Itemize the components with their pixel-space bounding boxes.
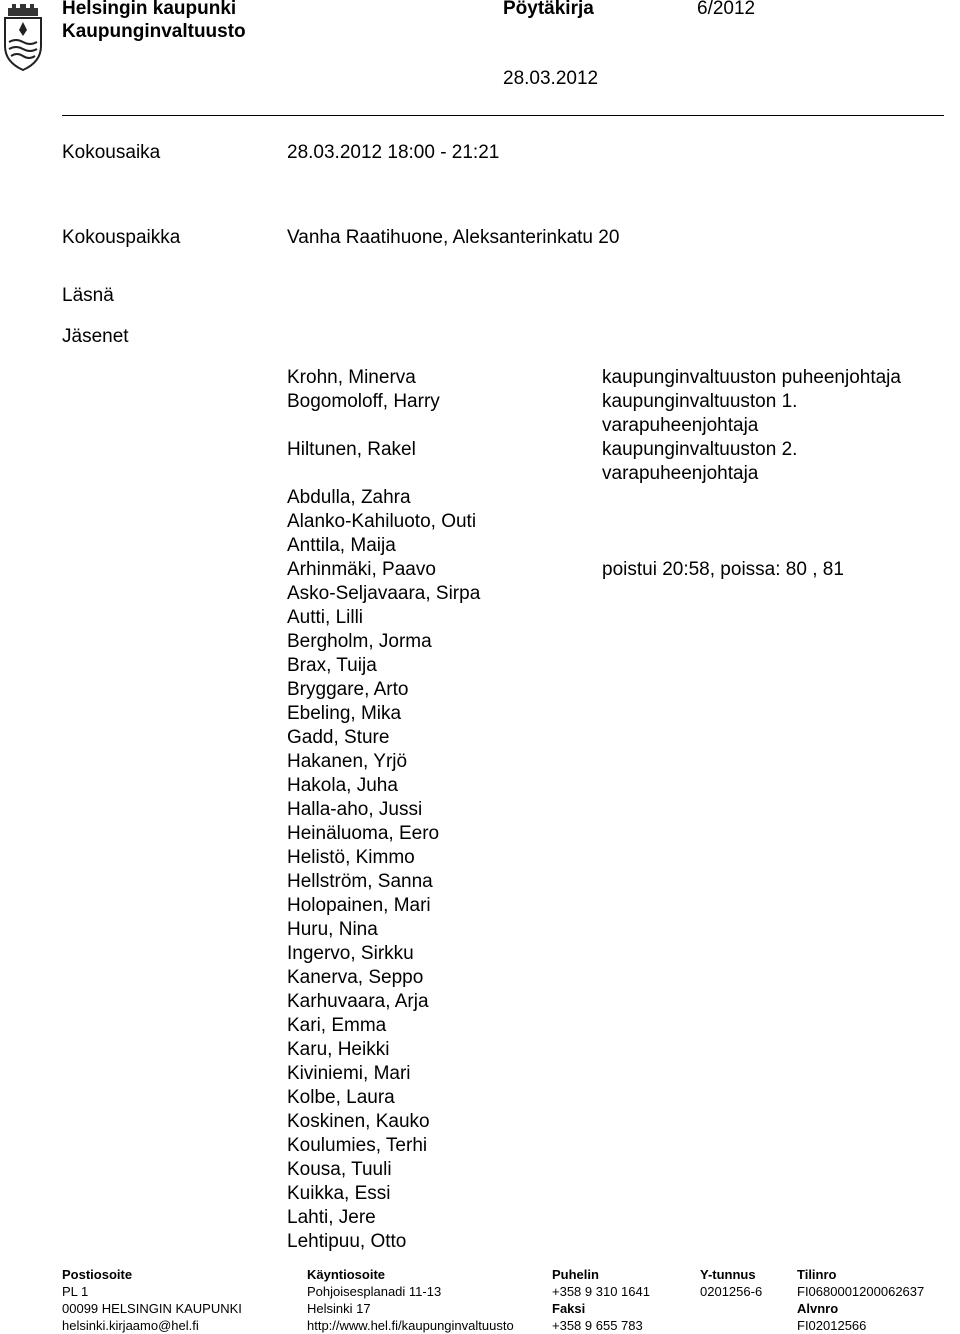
footer-visit-line: Helsinki 17 — [307, 1301, 371, 1316]
member-name: Kiviniemi, Mari — [287, 1063, 411, 1084]
footer-business-id — [700, 1266, 762, 1300]
footer-account-title: Tilinro — [797, 1267, 837, 1282]
member-name: Brax, Tuija — [287, 655, 377, 676]
footer-visit — [307, 1266, 514, 1334]
member-name: Gadd, Sture — [287, 727, 390, 748]
member-name: Abdulla, Zahra — [287, 487, 411, 508]
member-name: Hellström, Sanna — [287, 871, 433, 892]
document-number: 6/2012 — [697, 0, 756, 19]
body-name: Kaupunginvaltuusto — [62, 21, 246, 42]
member-name: Huru, Nina — [287, 919, 378, 940]
member-name: Kolbe, Laura — [287, 1087, 395, 1108]
member-name: Lehtipuu, Otto — [287, 1231, 407, 1252]
member-list — [287, 486, 480, 1254]
footer-phone-value: +358 9 310 1641 — [552, 1284, 650, 1299]
officer-name: Hiltunen, Rakel — [287, 439, 416, 460]
header-date: 28.03.2012 — [503, 68, 599, 89]
member-name: Arhinmäki, Paavo — [287, 559, 436, 580]
org-name: Helsingin kaupunki — [62, 0, 237, 19]
footer-fax-title: Faksi — [552, 1301, 586, 1316]
member-name: Bergholm, Jorma — [287, 631, 432, 652]
footer-postal — [62, 1266, 242, 1334]
footer-business-id-title: Y-tunnus — [700, 1267, 756, 1282]
meeting-place-label: Kokouspaikka — [62, 227, 181, 248]
footer-email[interactable]: helsinki.kirjaamo@hel.fi — [62, 1318, 199, 1333]
footer-visit-line: Pohjoisesplanadi 11-13 — [307, 1284, 442, 1299]
footer-business-id-value: 0201256-6 — [700, 1284, 763, 1299]
member-name: Ingervo, Sirkku — [287, 943, 414, 964]
member-name: Ebeling, Mika — [287, 703, 402, 724]
member-name: Kuikka, Essi — [287, 1183, 391, 1204]
footer-account-value: FI0680001200062637 — [797, 1284, 925, 1299]
officer-name: Bogomoloff, Harry — [287, 391, 440, 412]
officer-name: Krohn, Minerva — [287, 367, 416, 388]
officer-role: kaupunginvaltuuston 2. varapuheenjohtaja — [602, 439, 798, 484]
meeting-time-value: 28.03.2012 18:00 - 21:21 — [287, 142, 500, 163]
footer-phone — [552, 1266, 650, 1334]
member-name: Karhuvaara, Arja — [287, 991, 429, 1012]
footer-account — [797, 1266, 924, 1334]
footer-vat-title: Alvnro — [797, 1301, 839, 1316]
footer-website-link[interactable]: http://www.hel.fi/kaupunginvaltuusto — [307, 1318, 514, 1333]
officer-role: kaupunginvaltuuston puheenjohtaja — [602, 367, 901, 388]
header-divider — [62, 115, 944, 116]
meeting-time-label: Kokousaika — [62, 142, 161, 163]
member-name: Heinäluoma, Eero — [287, 823, 440, 844]
member-name: Kousa, Tuuli — [287, 1159, 392, 1180]
present-label: Läsnä — [62, 285, 114, 306]
footer-postal-line: PL 1 — [62, 1284, 89, 1299]
footer-fax-value: +358 9 655 783 — [552, 1318, 643, 1333]
member-name: Alanko-Kahiluoto, Outi — [287, 511, 477, 532]
member-name: Koulumies, Terhi — [287, 1135, 428, 1156]
document-type: Pöytäkirja — [503, 0, 594, 19]
footer-visit-title: Käyntiosoite — [307, 1267, 386, 1282]
member-name: Helistö, Kimmo — [287, 847, 415, 868]
members-label: Jäsenet — [62, 326, 129, 347]
member-name: Koskinen, Kauko — [287, 1111, 430, 1132]
member-name: Bryggare, Arto — [287, 679, 409, 700]
member-name: Kanerva, Seppo — [287, 967, 424, 988]
member-name: Kari, Emma — [287, 1015, 387, 1036]
member-name: Asko-Seljavaara, Sirpa — [287, 583, 481, 604]
member-name: Hakola, Juha — [287, 775, 398, 796]
helsinki-crest-icon — [2, 2, 44, 72]
footer-postal-line: 00099 HELSINGIN KAUPUNKI — [62, 1301, 242, 1316]
member-name: Anttila, Maija — [287, 535, 396, 556]
attendance-note: poistui 20:58, poissa: 80 , 81 — [602, 559, 844, 580]
footer-phone-title: Puhelin — [552, 1267, 599, 1282]
member-name: Autti, Lilli — [287, 607, 364, 628]
member-name: Karu, Heikki — [287, 1039, 390, 1060]
officer-role: kaupunginvaltuuston 1. varapuheenjohtaja — [602, 391, 798, 436]
member-name: Lahti, Jere — [287, 1207, 376, 1228]
footer-postal-title: Postiosoite — [62, 1267, 133, 1282]
meeting-place-value: Vanha Raatihuone, Aleksanterinkatu 20 — [287, 227, 620, 248]
member-name: Holopainen, Mari — [287, 895, 431, 916]
member-name: Hakanen, Yrjö — [287, 751, 408, 772]
member-name: Halla-aho, Jussi — [287, 799, 423, 820]
footer-vat-value: FI02012566 — [797, 1318, 867, 1333]
